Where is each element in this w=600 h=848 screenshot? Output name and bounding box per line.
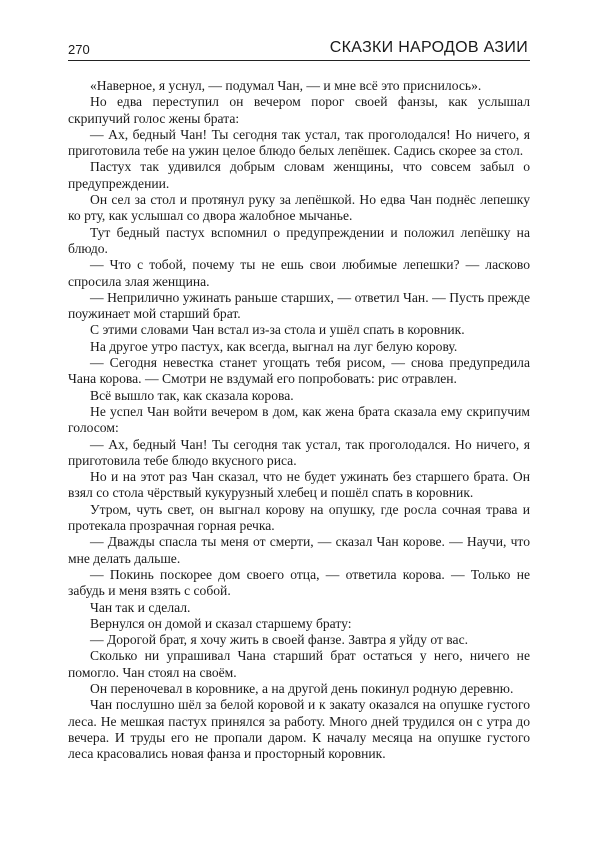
paragraph: Он сел за стол и протянул руку за лепёшкой. Но едва Чан поднёс лепешку ко рту, как услышал со двора жалобное мычанье.	[68, 192, 530, 224]
paragraph: — Сегодня невестка станет угощать тебя рисом, — снова предупредила Чана корова. — Смотри не вздумай его попробовать: рис отравлен.	[68, 355, 530, 387]
paragraph: Чан так и сделал.	[90, 599, 191, 615]
paragraph: Тут бедный пастух вспомнил о предупреждении и положил лепёшку на блюдо.	[68, 224, 530, 256]
paragraph: — Неприлично ужинать раньше старших, — ответил Чан. — Пусть прежде поужинает мой старший брат.	[68, 289, 530, 322]
paragraph: Не успел Чан войти вечером в дом, как жена брата сказала ему скрипучим голосом:	[68, 403, 530, 436]
running-title: СКАЗКИ НАРОДОВ АЗИИ	[329, 39, 528, 56]
paragraph: — Дважды спасла ты меня от смерти, — сказал Чан корове. — Научи, что мне делать дальше.	[68, 534, 530, 566]
paragraph: Но и на этот раз Чан сказал, что не будет ужинать без старшего брата. Он взял со стола чёрствый кукурузный хлебец и пошёл спать в коровник.	[68, 469, 530, 501]
paragraph: С этими словами Чан встал из-за стола и ушёл спать в коровник.	[90, 322, 465, 338]
paragraph: — Ах, бедный Чан! Ты сегодня так устал, так проголодался. Но ничего, я приготовила тебе блюдо вкусного риса.	[68, 436, 530, 468]
paragraph: — Ах, бедный Чан! Ты сегодня так устал, так проголодался! Но ничего, я приготовила тебе на ужин целое блюдо белых лепёшек. Садись скорее за стол.	[68, 126, 530, 159]
paragraph: — Покинь поскорее дом своего отца, — ответила корова. — Только не забудь и меня взять с собой.	[68, 566, 530, 599]
page-number: 270	[68, 42, 90, 57]
paragraph: Он переночевал в коровнике, а на другой день покинул родную деревню.	[90, 680, 514, 696]
paragraph: — Дорогой брат, я хочу жить в своей фанзе. Завтра я уйду от вас.	[90, 632, 469, 648]
paragraph: Но едва переступил он вечером порог своей фанзы, как услышал скрипучий голос жены брата:	[68, 94, 530, 126]
paragraph: «Наверное, я уснул, — подумал Чан, — и мне всё это приснилось».	[90, 78, 482, 93]
paragraph: Утром, чуть свет, он выгнал корову на опушку, где росла сочная трава и протекала прозрачная горная речка.	[68, 501, 530, 534]
paragraph: Всё вышло так, как сказала корова.	[90, 387, 294, 403]
paragraph: Чан послушно шёл за белой коровой и к закату оказался на опушке густого леса. Не мешкая пастух принялся за работу. Много дней трудился он с утра до вечера. И труды его не пропали даром. К началу месяца на опушке густого леса красовались новая фанза и просторный коровник.	[68, 697, 530, 762]
paragraph: — Что с тобой, почему ты не ешь свои любимые лепешки? — ласково спросила злая женщина.	[68, 257, 530, 289]
paragraph: Пастух так удивился добрым словам женщины, что совсем забыл о предупреждении.	[68, 159, 530, 191]
page-header	[68, 38, 530, 61]
story-text	[68, 78, 530, 762]
paragraph: На другое утро пастух, как всегда, выгнал на луг белую корову.	[90, 338, 458, 354]
paragraph: Сколько ни упрашивал Чана старший брат остаться у него, ничего не помогло. Чан стоял на своём.	[68, 648, 530, 680]
paragraph: Вернулся он домой и сказал старшему брату:	[90, 615, 352, 631]
